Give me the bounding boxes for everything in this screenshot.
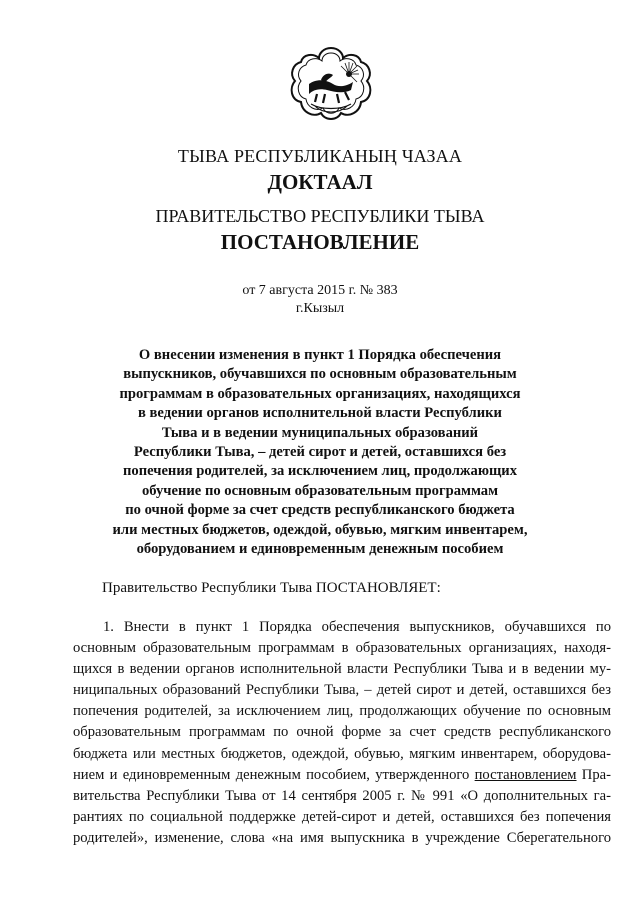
title-line: или местных бюджетов, одеждой, обувью, мягким инвентарем, — [112, 521, 528, 538]
title-line: Республики Тыва, – детей сирот и детей, оставшихся без — [133, 444, 507, 461]
document-title — [90, 346, 550, 559]
document-city: г.Кызыл — [295, 301, 345, 316]
title-line: оборудованием и единовременным денежным пособием — [136, 541, 504, 558]
body-line: вительства Республики Тыва от 14 сентября 2005 г. № 991 «О дополнительных га- — [73, 787, 611, 804]
resolves-statement: Правительство Республики Тыва ПОСТАНОВЛЯЕТ: — [102, 580, 441, 596]
body-line: образовательным программам по очной форме за счет средств республиканского — [73, 724, 611, 741]
title-line: программам в образовательных организациях, находящихся — [119, 385, 521, 402]
title-line: Тыва и в ведении муниципальных образований — [161, 424, 479, 441]
body-line: ниципальных образований Республики Тыва, – детей сирот и детей, оставшихся без — [73, 682, 611, 699]
body-line: 1. Внести в пункт 1 Порядка обеспечения выпускников, обучавшихся по — [103, 619, 611, 635]
body-line: основным образовательным программам в образовательных организациях, находя- — [73, 640, 611, 657]
document-date-number: от 7 августа 2015 г. № 383 — [242, 283, 398, 298]
body-line: попечения родителей, за исключением лиц, продолжающих обучение по основным — [73, 703, 611, 720]
title-line: по очной форме за счет средств республиканского бюджета — [125, 502, 515, 519]
body-line: родителей», изменение, слова «на имя выпускника в учреждение Сберегательного — [73, 829, 611, 846]
body-line: рантиях по социальной поддержке детей-сирот и детей, оставшихся без попечения — [73, 808, 611, 825]
body-line: бюджета или местных бюджетов, одеждой, обувью, мягким инвентарем, оборудова- — [73, 745, 611, 762]
title-line: обучение по основным образовательным программам — [141, 482, 499, 499]
title-line: О внесении изменения в пункт 1 Порядка обеспечения — [138, 347, 502, 363]
coat-of-arms-emblem-icon — [287, 44, 375, 128]
header-doc-type-ru: ПОСТАНОВЛЕНИЕ — [220, 230, 420, 254]
resolution-link[interactable]: постановлением — [474, 766, 577, 783]
header-republic-tyvan: ТЫВА РЕСПУБЛИКАНЫҢ ЧАЗАА — [177, 146, 463, 166]
header-doc-type-tyvan: ДОКТААЛ — [267, 170, 373, 194]
title-line: в ведении органов исполнительной власти Республики — [138, 405, 502, 422]
body-paragraph — [73, 617, 611, 849]
body-line-text: Пра- — [576, 766, 611, 783]
title-line: попечения родителей, за исключением лиц, продолжающих — [122, 463, 517, 480]
header-republic-ru: ПРАВИТЕЛЬСТВО РЕСПУБЛИКИ ТЫВА — [155, 206, 485, 226]
body-line-with-link — [73, 765, 611, 786]
title-line: выпускников, обучавшихся по основным образовательным — [123, 366, 517, 383]
body-line: щихся в ведении органов исполнительной власти Республики Тыва и в ведении му- — [73, 661, 611, 678]
body-line-text: нием и единовременным денежным пособием, утвержденного — [73, 766, 470, 783]
